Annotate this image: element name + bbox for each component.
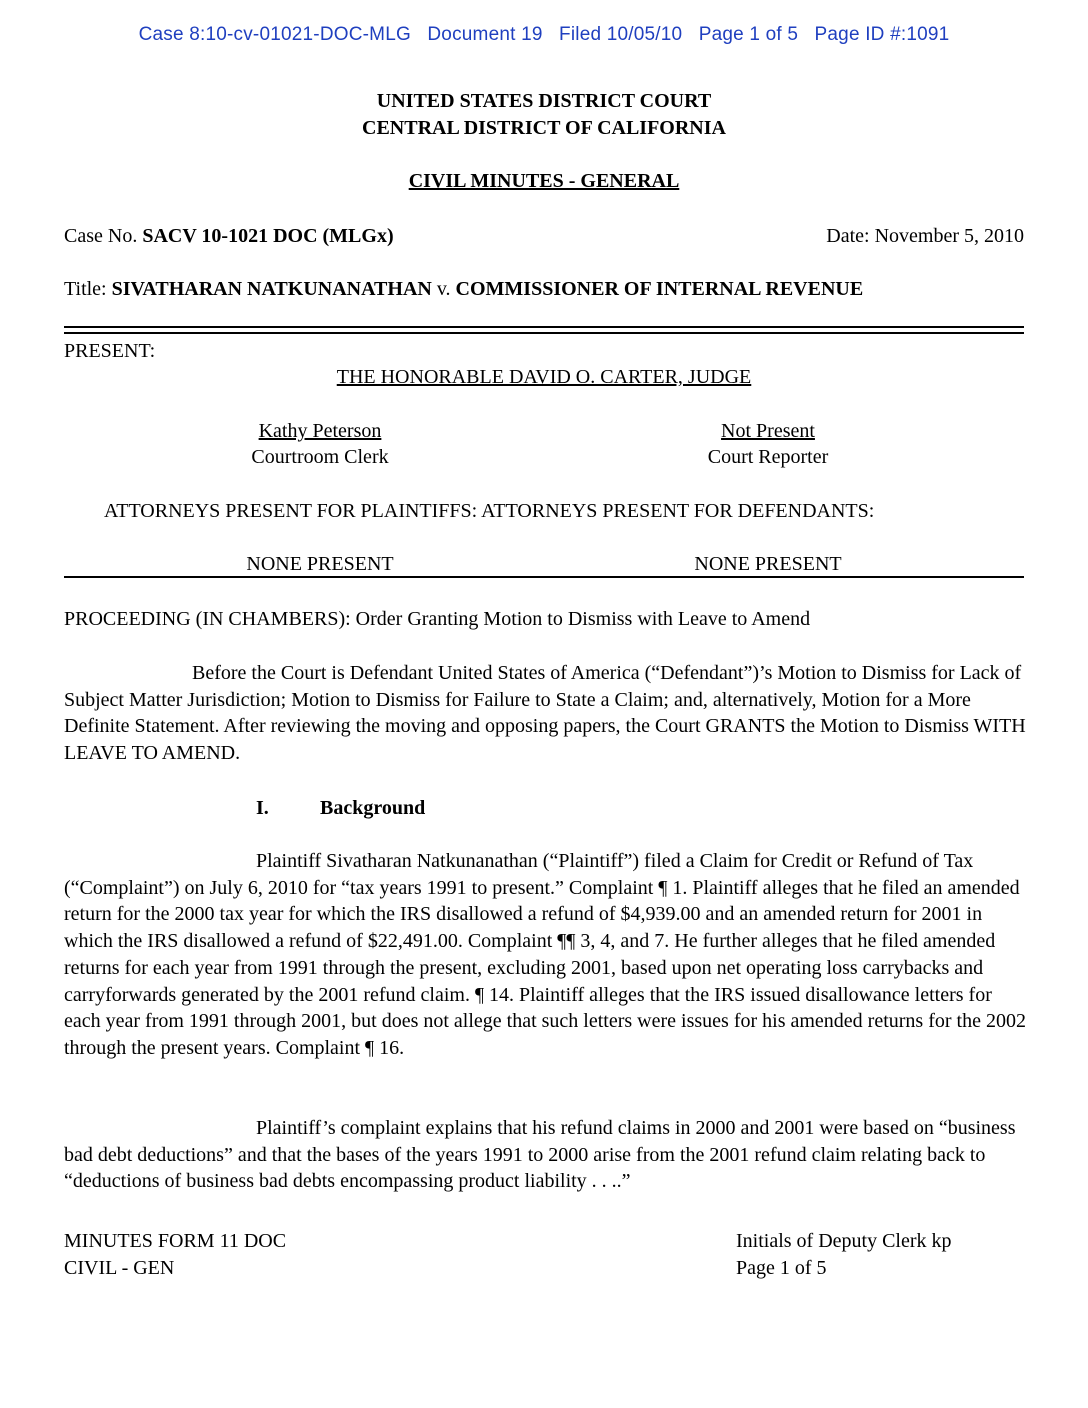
- court-name: UNITED STATES DISTRICT COURT: [376, 90, 712, 112]
- header-page-id: Page ID #:1091: [814, 24, 950, 45]
- minutes-title: CIVIL MINUTES - GENERAL: [408, 170, 680, 192]
- filing-header: [0, 24, 1088, 46]
- proceeding-line: PROCEEDING (IN CHAMBERS): Order Granting Motion to Dismiss with Leave to Amend: [64, 608, 811, 630]
- case-number-label: Case No.: [64, 225, 138, 247]
- background-paragraph-1: Plaintiff Sivatharan Natkunanathan (“Plaintiff”) filed a Claim for Credit or Refund of Tax (“Complaint”) on July 6, 2010 for “tax years 1991 to present.” Complaint ¶ 1. Plaintiff alleges that he filed an amended return for the 2000 tax year for which the IRS disallowed a refund of $4,939.00 and an amended return for 2001 in which the IRS disallowed a refund of $22,491.00. Complaint ¶¶ 3, 4, and 7. He further alleges that he filed amended returns for each year from 1991 through the present, excluding 2001, based upon net operating loss carrybacks and carryforwards generated by the 2001 refund claim. ¶ 14. Plaintiff alleges that the IRS issued disallowance letters for each year from 1991 through 2001, but does not allege that such letters were issues for his amended returns for the 2002 through the present years. Complaint ¶ 16.: [64, 850, 1026, 1059]
- section-number: I.: [256, 797, 269, 819]
- versus: v.: [436, 278, 451, 300]
- judge-name: THE HONORABLE DAVID O. CARTER, JUDGE: [336, 366, 752, 388]
- clerk-name: Kathy Peterson: [258, 420, 382, 442]
- plaintiff-name: SIVATHARAN NATKUNANATHAN: [111, 278, 432, 300]
- footer-initials: Initials of Deputy Clerk kp: [736, 1230, 952, 1252]
- double-rule-bottom: [64, 332, 1024, 334]
- plaintiffs-attorneys: NONE PRESENT: [246, 553, 394, 575]
- section-rule: [64, 576, 1024, 578]
- reporter-role: Court Reporter: [707, 446, 829, 468]
- header-case-number: Case 8:10-cv-01021-DOC-MLG: [138, 24, 411, 45]
- court-district: CENTRAL DISTRICT OF CALIFORNIA: [362, 117, 726, 139]
- header-document-number: Document 19: [427, 24, 543, 45]
- header-filed-date: Filed 10/05/10: [559, 24, 683, 45]
- case-number-line: [64, 223, 394, 249]
- clerk-role: Courtroom Clerk: [251, 446, 389, 468]
- background-paragraph-2: Plaintiff’s complaint explains that his refund claims in 2000 and 2001 were based on “business bad debt deductions” and that the bases of the years 1991 to 2000 arise from the 2001 refund claim relating back to “deductions of business bad debts encompassing product liability . . ..”: [64, 1117, 1016, 1193]
- intro-paragraph: Before the Court is Defendant United States of America (“Defendant”)’s Motion to Dismiss for Lack of Subject Matter Jurisdiction; Motion to Dismiss for Failure to State a Claim; and, alternatively, Motion for a More Definite Statement. After reviewing the moving and opposing papers, the Court GRANTS the Motion to Dismiss WITH LEAVE TO AMEND.: [64, 662, 1026, 765]
- hearing-date: Date: November 5, 2010: [826, 225, 1024, 247]
- defendant-name: COMMISSIONER OF INTERNAL REVENUE: [455, 278, 864, 300]
- attorneys-heading: ATTORNEYS PRESENT FOR PLAINTIFFS: ATTORNEYS PRESENT FOR DEFENDANTS:: [104, 500, 875, 522]
- defendants-attorneys: NONE PRESENT: [694, 553, 842, 575]
- footer-category: CIVIL - GEN: [64, 1257, 175, 1279]
- reporter-name: Not Present: [721, 420, 815, 442]
- double-rule-top: [64, 326, 1024, 328]
- footer-page: Page 1 of 5: [736, 1257, 827, 1279]
- present-label: PRESENT:: [64, 340, 156, 362]
- case-title-line: [64, 276, 863, 302]
- section-title: Background: [320, 797, 426, 819]
- header-page: Page 1 of 5: [698, 24, 799, 45]
- title-label: Title:: [64, 278, 107, 300]
- footer-form: MINUTES FORM 11 DOC: [64, 1230, 287, 1252]
- case-number: SACV 10-1021 DOC (MLGx): [142, 225, 394, 247]
